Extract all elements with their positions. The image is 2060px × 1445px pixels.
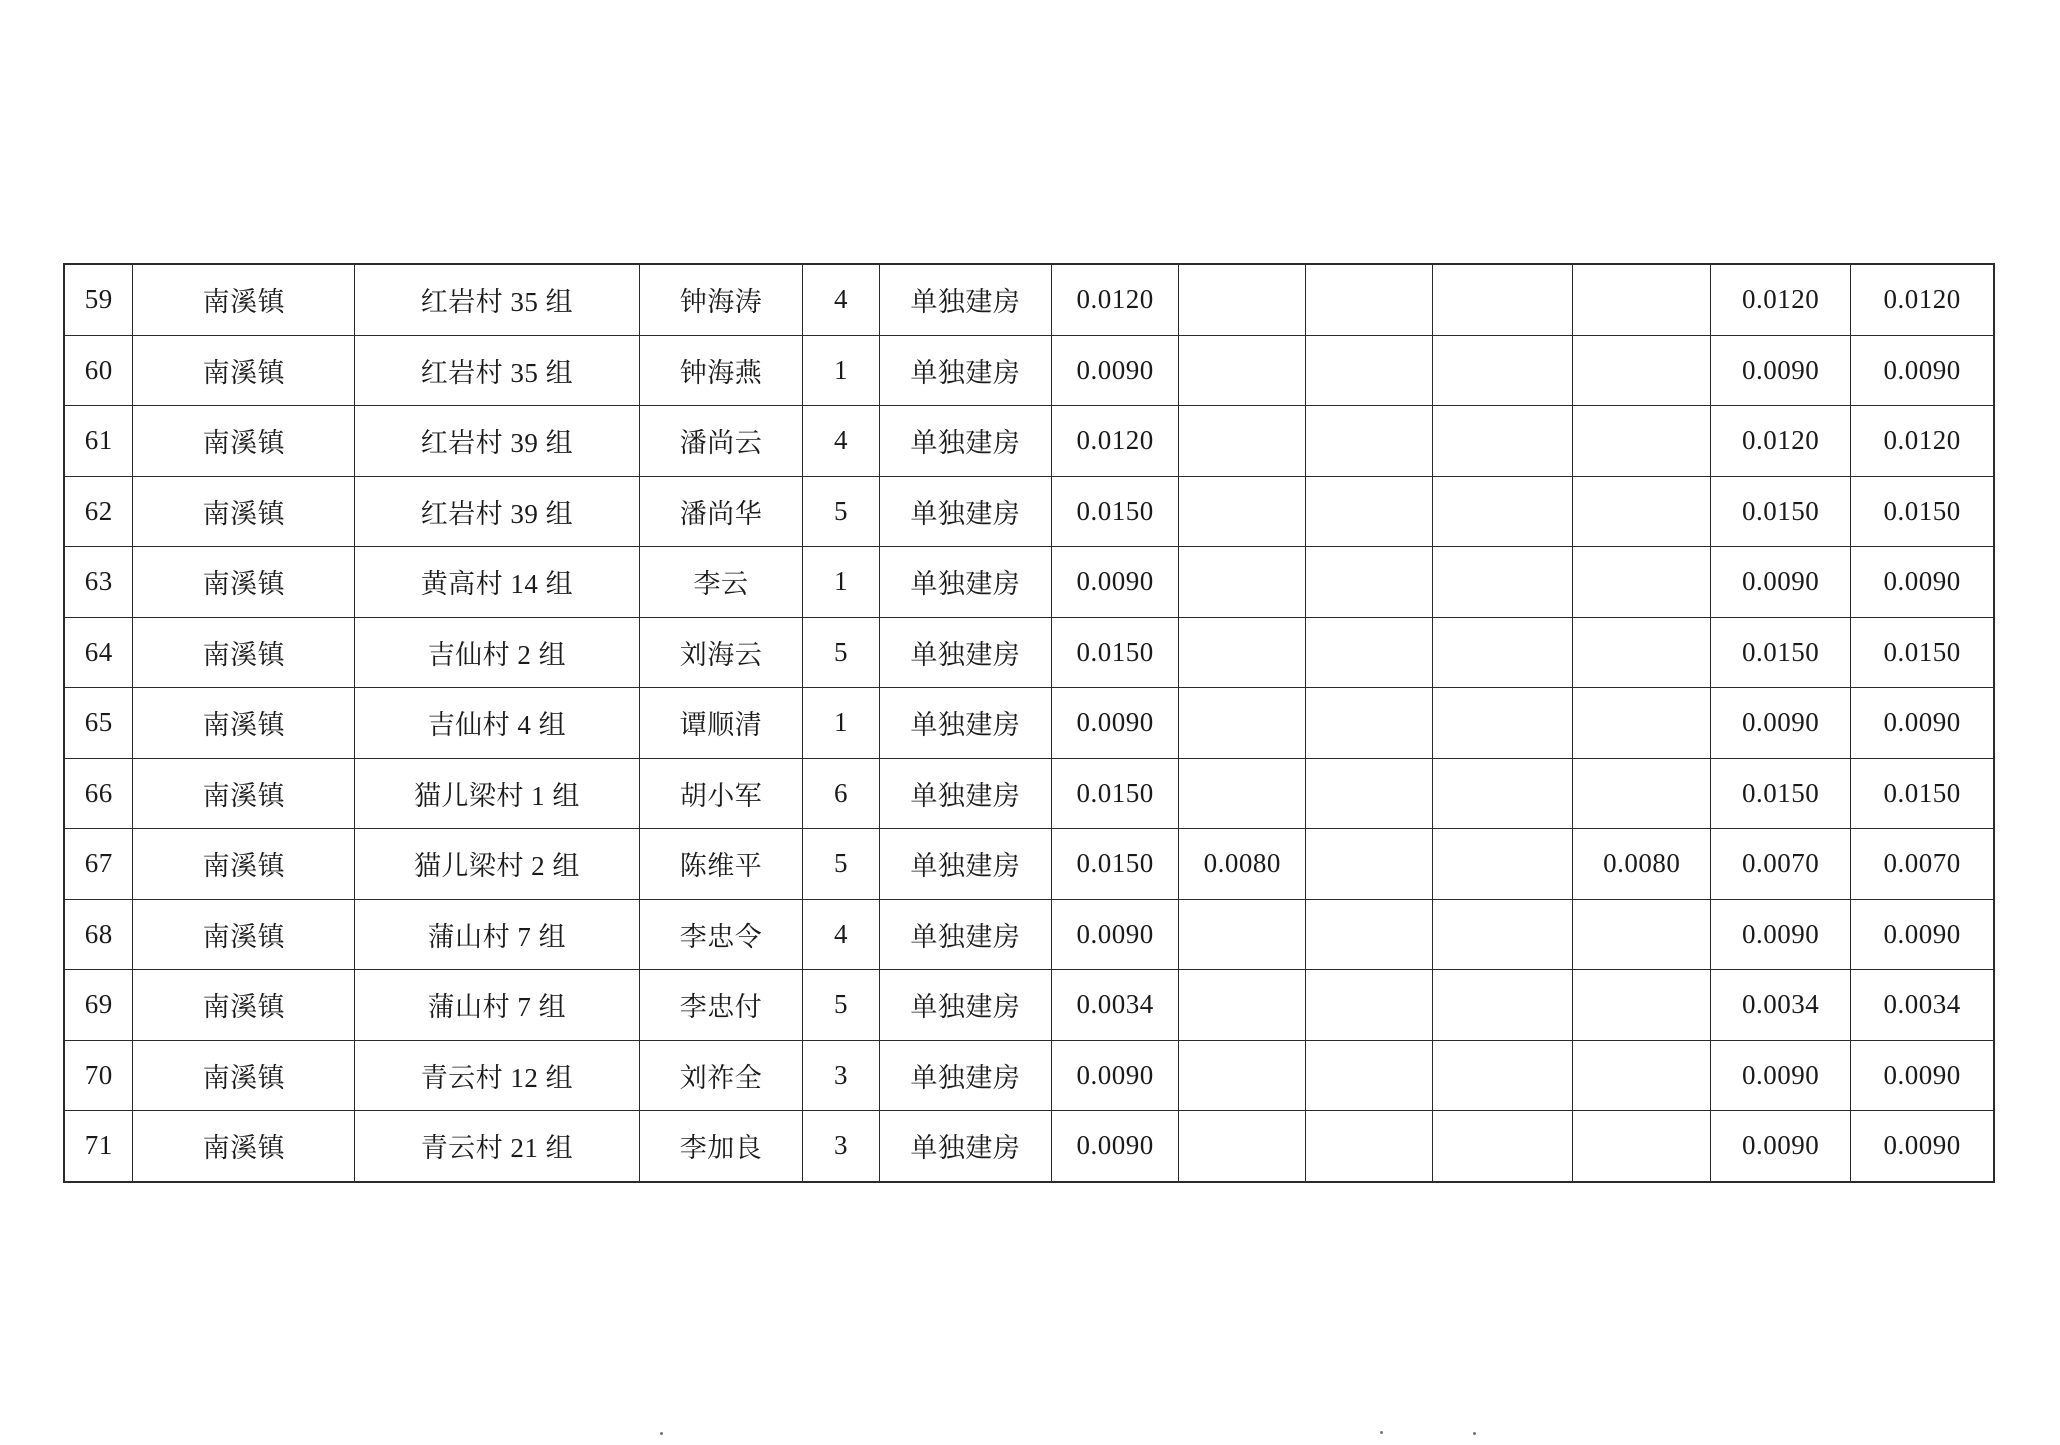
- cell-applicant-name: 李忠令: [639, 899, 803, 970]
- cell-value-3: [1306, 899, 1433, 970]
- cell-serial-number: 70: [64, 1040, 133, 1111]
- cell-value-5: [1573, 758, 1711, 829]
- cell-value-5: [1573, 547, 1711, 618]
- cell-village-group: 吉仙村 2 组: [355, 617, 639, 688]
- cell-value-4: [1433, 1111, 1573, 1182]
- cell-town: 南溪镇: [133, 970, 355, 1041]
- cell-construction-type: 单独建房: [879, 547, 1051, 618]
- cell-value-5: [1573, 970, 1711, 1041]
- cell-value-2: [1179, 264, 1306, 335]
- cell-value-7: 0.0120: [1851, 406, 1994, 477]
- cell-serial-number: 63: [64, 547, 133, 618]
- cell-construction-type: 单独建房: [879, 1040, 1051, 1111]
- cell-value-3: [1306, 688, 1433, 759]
- cell-value-1: 0.0090: [1052, 688, 1179, 759]
- cell-value-2: [1179, 617, 1306, 688]
- cell-value-2: [1179, 335, 1306, 406]
- cell-town: 南溪镇: [133, 264, 355, 335]
- cell-construction-type: 单独建房: [879, 970, 1051, 1041]
- cell-value-4: [1433, 970, 1573, 1041]
- cell-serial-number: 66: [64, 758, 133, 829]
- cell-town: 南溪镇: [133, 688, 355, 759]
- cell-town: 南溪镇: [133, 758, 355, 829]
- cell-value-1: 0.0090: [1052, 335, 1179, 406]
- cell-town: 南溪镇: [133, 547, 355, 618]
- cell-village-group: 蒲山村 7 组: [355, 899, 639, 970]
- cell-town: 南溪镇: [133, 899, 355, 970]
- cell-value-1: 0.0150: [1052, 758, 1179, 829]
- cell-value-1: 0.0034: [1052, 970, 1179, 1041]
- cell-household-size: 5: [803, 829, 879, 900]
- cell-applicant-name: 潘尚华: [639, 476, 803, 547]
- cell-village-group: 猫儿梁村 1 组: [355, 758, 639, 829]
- cell-serial-number: 62: [64, 476, 133, 547]
- cell-construction-type: 单独建房: [879, 335, 1051, 406]
- cell-construction-type: 单独建房: [879, 617, 1051, 688]
- cell-value-6: 0.0120: [1711, 406, 1851, 477]
- cell-value-4: [1433, 476, 1573, 547]
- cell-village-group: 吉仙村 4 组: [355, 688, 639, 759]
- cell-value-7: 0.0150: [1851, 476, 1994, 547]
- cell-village-group: 青云村 21 组: [355, 1111, 639, 1182]
- cell-serial-number: 60: [64, 335, 133, 406]
- cell-value-6: 0.0090: [1711, 1111, 1851, 1182]
- cell-village-group: 红岩村 39 组: [355, 476, 639, 547]
- cell-value-5: [1573, 617, 1711, 688]
- cell-value-6: 0.0150: [1711, 476, 1851, 547]
- cell-value-4: [1433, 264, 1573, 335]
- cell-value-6: 0.0120: [1711, 264, 1851, 335]
- cell-construction-type: 单独建房: [879, 899, 1051, 970]
- cell-town: 南溪镇: [133, 406, 355, 477]
- cell-value-6: 0.0090: [1711, 899, 1851, 970]
- cell-town: 南溪镇: [133, 829, 355, 900]
- cell-household-size: 1: [803, 335, 879, 406]
- cell-applicant-name: 潘尚云: [639, 406, 803, 477]
- table-row: [64, 335, 1994, 406]
- cell-value-3: [1306, 406, 1433, 477]
- table-row: [64, 476, 1994, 547]
- cell-value-7: 0.0150: [1851, 617, 1994, 688]
- land-use-table: [63, 263, 1995, 1183]
- table-body: [64, 264, 1994, 1182]
- cell-town: 南溪镇: [133, 1111, 355, 1182]
- cell-value-4: [1433, 335, 1573, 406]
- cell-value-1: 0.0090: [1052, 1040, 1179, 1111]
- cell-value-6: 0.0150: [1711, 758, 1851, 829]
- cell-value-2: [1179, 758, 1306, 829]
- cell-value-6: 0.0090: [1711, 335, 1851, 406]
- table-row: [64, 406, 1994, 477]
- cell-serial-number: 67: [64, 829, 133, 900]
- cell-value-1: 0.0090: [1052, 1111, 1179, 1182]
- cell-value-3: [1306, 617, 1433, 688]
- table-row: [64, 547, 1994, 618]
- scan-speck: [660, 1432, 663, 1435]
- cell-town: 南溪镇: [133, 1040, 355, 1111]
- cell-household-size: 1: [803, 547, 879, 618]
- cell-village-group: 猫儿梁村 2 组: [355, 829, 639, 900]
- cell-applicant-name: 陈维平: [639, 829, 803, 900]
- cell-household-size: 4: [803, 264, 879, 335]
- cell-value-6: 0.0090: [1711, 547, 1851, 618]
- cell-construction-type: 单独建房: [879, 264, 1051, 335]
- cell-value-2: [1179, 476, 1306, 547]
- cell-value-4: [1433, 688, 1573, 759]
- cell-household-size: 3: [803, 1040, 879, 1111]
- cell-household-size: 6: [803, 758, 879, 829]
- cell-value-3: [1306, 547, 1433, 618]
- cell-value-4: [1433, 829, 1573, 900]
- cell-value-1: 0.0150: [1052, 829, 1179, 900]
- cell-value-5: [1573, 264, 1711, 335]
- cell-applicant-name: 钟海涛: [639, 264, 803, 335]
- cell-value-4: [1433, 617, 1573, 688]
- cell-value-1: 0.0120: [1052, 264, 1179, 335]
- cell-construction-type: 单独建房: [879, 829, 1051, 900]
- cell-applicant-name: 刘祚全: [639, 1040, 803, 1111]
- cell-value-3: [1306, 264, 1433, 335]
- cell-village-group: 蒲山村 7 组: [355, 970, 639, 1041]
- cell-village-group: 青云村 12 组: [355, 1040, 639, 1111]
- cell-value-5: [1573, 406, 1711, 477]
- cell-household-size: 4: [803, 899, 879, 970]
- cell-town: 南溪镇: [133, 335, 355, 406]
- cell-value-6: 0.0034: [1711, 970, 1851, 1041]
- cell-value-7: 0.0090: [1851, 899, 1994, 970]
- cell-serial-number: 68: [64, 899, 133, 970]
- cell-applicant-name: 刘海云: [639, 617, 803, 688]
- cell-value-3: [1306, 335, 1433, 406]
- cell-value-5: [1573, 335, 1711, 406]
- table-row: [64, 970, 1994, 1041]
- cell-value-5: [1573, 476, 1711, 547]
- cell-value-1: 0.0150: [1052, 476, 1179, 547]
- table-row: [64, 1040, 1994, 1111]
- cell-value-2: [1179, 406, 1306, 477]
- cell-village-group: 红岩村 35 组: [355, 335, 639, 406]
- cell-value-5: 0.0080: [1573, 829, 1711, 900]
- table-row: [64, 264, 1994, 335]
- scan-speck: [1380, 1431, 1383, 1434]
- cell-serial-number: 59: [64, 264, 133, 335]
- cell-applicant-name: 谭顺清: [639, 688, 803, 759]
- cell-construction-type: 单独建房: [879, 406, 1051, 477]
- cell-construction-type: 单独建房: [879, 758, 1051, 829]
- cell-household-size: 5: [803, 970, 879, 1041]
- cell-value-7: 0.0090: [1851, 547, 1994, 618]
- cell-value-5: [1573, 688, 1711, 759]
- cell-applicant-name: 李忠付: [639, 970, 803, 1041]
- cell-applicant-name: 李加良: [639, 1111, 803, 1182]
- table-row: [64, 829, 1994, 900]
- cell-value-2: 0.0080: [1179, 829, 1306, 900]
- cell-value-1: 0.0090: [1052, 899, 1179, 970]
- cell-construction-type: 单独建房: [879, 476, 1051, 547]
- cell-village-group: 红岩村 39 组: [355, 406, 639, 477]
- cell-serial-number: 71: [64, 1111, 133, 1182]
- cell-value-2: [1179, 1040, 1306, 1111]
- cell-household-size: 1: [803, 688, 879, 759]
- cell-town: 南溪镇: [133, 617, 355, 688]
- cell-serial-number: 65: [64, 688, 133, 759]
- cell-value-2: [1179, 970, 1306, 1041]
- scan-speck: [1473, 1432, 1476, 1435]
- cell-serial-number: 69: [64, 970, 133, 1041]
- cell-household-size: 5: [803, 617, 879, 688]
- cell-value-4: [1433, 758, 1573, 829]
- cell-construction-type: 单独建房: [879, 688, 1051, 759]
- cell-value-3: [1306, 758, 1433, 829]
- cell-value-5: [1573, 1111, 1711, 1182]
- cell-serial-number: 61: [64, 406, 133, 477]
- table-row: [64, 617, 1994, 688]
- cell-value-5: [1573, 1040, 1711, 1111]
- cell-household-size: 5: [803, 476, 879, 547]
- cell-value-7: 0.0090: [1851, 335, 1994, 406]
- cell-value-7: 0.0034: [1851, 970, 1994, 1041]
- cell-value-1: 0.0150: [1052, 617, 1179, 688]
- cell-value-3: [1306, 970, 1433, 1041]
- table-row: [64, 1111, 1994, 1182]
- table-row: [64, 758, 1994, 829]
- cell-value-6: 0.0070: [1711, 829, 1851, 900]
- cell-value-7: 0.0090: [1851, 1040, 1994, 1111]
- cell-village-group: 黄高村 14 组: [355, 547, 639, 618]
- cell-value-1: 0.0120: [1052, 406, 1179, 477]
- land-use-table-page: [63, 263, 1995, 1183]
- cell-value-2: [1179, 688, 1306, 759]
- cell-value-3: [1306, 476, 1433, 547]
- cell-applicant-name: 钟海燕: [639, 335, 803, 406]
- cell-value-7: 0.0120: [1851, 264, 1994, 335]
- cell-value-6: 0.0090: [1711, 1040, 1851, 1111]
- cell-construction-type: 单独建房: [879, 1111, 1051, 1182]
- table-row: [64, 688, 1994, 759]
- cell-value-4: [1433, 1040, 1573, 1111]
- cell-applicant-name: 胡小军: [639, 758, 803, 829]
- cell-value-4: [1433, 547, 1573, 618]
- cell-value-3: [1306, 829, 1433, 900]
- cell-village-group: 红岩村 35 组: [355, 264, 639, 335]
- cell-applicant-name: 李云: [639, 547, 803, 618]
- cell-value-7: 0.0070: [1851, 829, 1994, 900]
- cell-serial-number: 64: [64, 617, 133, 688]
- cell-household-size: 3: [803, 1111, 879, 1182]
- cell-value-5: [1573, 899, 1711, 970]
- cell-value-2: [1179, 899, 1306, 970]
- cell-value-6: 0.0090: [1711, 688, 1851, 759]
- cell-value-6: 0.0150: [1711, 617, 1851, 688]
- cell-value-7: 0.0090: [1851, 688, 1994, 759]
- cell-value-1: 0.0090: [1052, 547, 1179, 618]
- cell-value-4: [1433, 406, 1573, 477]
- cell-value-2: [1179, 1111, 1306, 1182]
- cell-household-size: 4: [803, 406, 879, 477]
- cell-value-7: 0.0090: [1851, 1111, 1994, 1182]
- cell-value-7: 0.0150: [1851, 758, 1994, 829]
- cell-value-3: [1306, 1111, 1433, 1182]
- cell-town: 南溪镇: [133, 476, 355, 547]
- cell-value-2: [1179, 547, 1306, 618]
- cell-value-4: [1433, 899, 1573, 970]
- table-row: [64, 899, 1994, 970]
- cell-value-3: [1306, 1040, 1433, 1111]
